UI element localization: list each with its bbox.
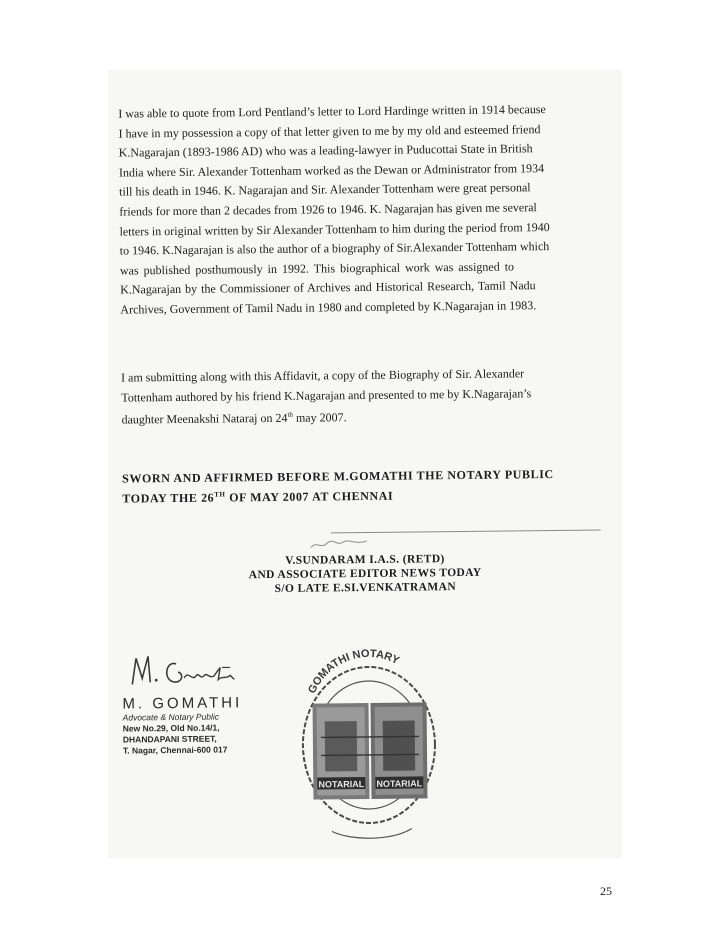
text-line [121,403,601,431]
text-line: friends for more than 2 decades from 1926 to 1946. K. Nagarajan has given me several [119,200,537,219]
sworn-statement [122,466,602,508]
text-line: I have in my possession a copy of that letter given to me by my old and esteemed friend [118,121,541,141]
text-line: India where Sir. Alexander Tottenham worked as the Dewan or Administrator from 1934 [118,160,545,180]
notary-seal-with-stamps [290,644,442,846]
text-line: K.Nagarajan by the Commissioner of Archives and Historical Research, Tamil Nadu [120,278,536,297]
date-text: daughter Meenakshi Nataraj on 24 [121,410,288,427]
ordinal-suffix: TH [214,490,226,499]
notary-title: Advocate & Notary Public [122,711,220,723]
scan-content [108,70,622,858]
text-line: I am submitting along with this Affidavit, a copy of the Biography of Sir. Alexander [121,366,525,385]
notary-address-line: DHANDAPANI STREET, [122,733,217,745]
svg-text:NOTARIAL: NOTARIAL [318,779,365,790]
ordinal-suffix: th [287,410,293,419]
text-line: Archives, Government of Tamil Nadu in 1980 and completed by K.Nagarajan in 1983. [120,298,537,317]
deponent-name: V.SUNDARAM I.A.S. (RETD) [285,553,445,567]
text-line: till his death in 1946. K. Nagarajan and Sir. Alexander Tottenham were great personal [119,180,531,199]
sworn-date: TODAY THE 26 [122,490,215,506]
date-text-end: may 2007. [292,410,347,425]
notary-address-line: T. Nagar, Chennai-600 017 [122,744,228,756]
scanned-affidavit-page [108,70,622,858]
svg-text:GOMATHI NOTARY: GOMATHI NOTARY [306,647,402,696]
paragraph-biography-submission [121,364,602,431]
sworn-line [122,483,602,508]
page-number: 25 [600,884,612,898]
deponent-position: AND ASSOCIATE EDITOR NEWS TODAY [248,566,482,582]
notary-name: M. GOMATHI [122,694,243,713]
text-line: was published posthumously in 1992. This biographical work was assigned to [119,259,515,278]
sworn-line: SWORN AND AFFIRMED BEFORE M.GOMATHI THE NOTARY PUBLIC [122,467,554,486]
deponent-parentage: S/O LATE E.SI.VENKATRAMAN [274,581,457,595]
sworn-place: OF MAY 2007 AT CHENNAI [225,488,394,505]
signature-line [331,530,601,534]
text-line: I was able to quote from Lord Pentland’s letter to Lord Hardinge written in 1914 because [118,102,546,121]
text-line: letters in original written by Sir Alexander Tottenham to him during the period from 1940 [119,219,550,239]
paragraph-pentland-letter [118,100,600,321]
notary-signature [126,649,256,690]
notary-rubber-stamp [122,695,273,757]
notary-address-line: New No.29, Old No.14/1, [122,722,220,734]
text-line: Tottenham authored by his friend K.Nagarajan and presented to me by K.Nagarajan’s [121,385,532,405]
text-line: to 1946. K.Nagarajan is also the author of a biography of Sir.Alexander Tottenham which [119,239,550,258]
svg-text:NOTARIAL: NOTARIAL [376,778,423,789]
deponent-block [235,552,495,597]
text-line: K.Nagarajan (1893-1986 AD) who was a leading-lawyer in Puducottai State in British [118,141,533,160]
deponent-signature-scribble [309,538,369,551]
